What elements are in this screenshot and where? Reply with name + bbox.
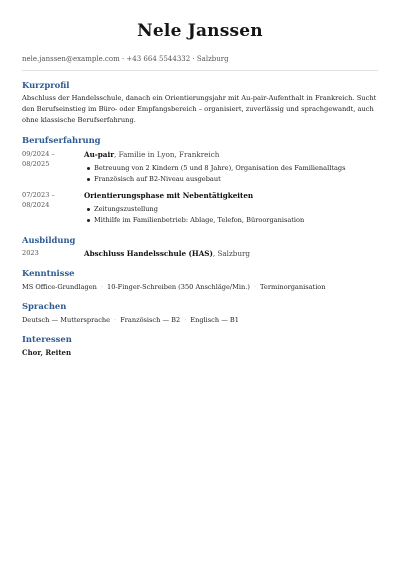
skills-list — [22, 282, 378, 292]
languages-list — [22, 315, 378, 325]
contact-city: Salzburg — [196, 55, 229, 63]
experience-content — [84, 191, 378, 226]
list-separator: · — [114, 316, 117, 324]
skill-item: MS Office-Grundlagen — [22, 283, 97, 291]
skill-item: 10-Finger-Schreiben (350 Anschläge/Min.) — [107, 283, 250, 291]
contact-separator: · — [192, 55, 195, 63]
education-place: , Salzburg — [212, 249, 251, 258]
experience-bullets — [84, 204, 378, 226]
bullet-item: Betreuung von 2 Kindern (5 und 8 Jahre), Organisation des Familienalltags — [94, 163, 378, 174]
contact-line — [22, 55, 378, 64]
bullet-item: Mithilfe im Familienbetrieb: Ablage, Telefon, Büroorganisation — [94, 215, 378, 226]
header-divider — [22, 70, 378, 71]
interests-section — [22, 334, 378, 358]
language-item: Deutsch — Muttersprache — [22, 316, 111, 324]
experience-org: , Familie in Lyon, Frankreich — [114, 150, 220, 159]
experience-title — [84, 150, 378, 160]
section-title-skills: Kenntnisse — [22, 268, 75, 278]
experience-title — [84, 191, 378, 201]
languages-section — [22, 301, 378, 325]
section-title-languages: Sprachen — [22, 301, 67, 311]
experience-bullets — [84, 163, 378, 185]
contact-separator: · — [121, 55, 125, 63]
date-start: 07/2023 – — [22, 191, 55, 199]
date-end: 08/2025 — [22, 159, 50, 168]
date-start: 09/2024 – — [22, 150, 55, 158]
list-separator: · — [100, 283, 104, 291]
contact-email: nele.janssen@example.com — [22, 55, 120, 63]
interests-text: Chor, Reiten — [22, 348, 72, 357]
profile-section — [22, 80, 378, 126]
date-end: 08/2024 — [22, 200, 50, 209]
profile-text: Abschluss der Handelsschule, danach ein Orientierungsjahr mit Au-pair-Aufenthalt in Frankreich. Sucht den Berufseinstieg im Büro- oder Empfangsbereich – organisiert, zuverlässig und sprachgewandt, auch ohne klassische Berufserfahrung. — [22, 94, 377, 124]
experience-content — [84, 150, 378, 185]
experience-date — [22, 150, 84, 185]
education-degree: Abschluss Handelsschule (HAS) — [84, 249, 213, 258]
section-title-education: Ausbildung — [22, 235, 76, 245]
section-title-profile: Kurzprofil — [22, 80, 70, 90]
experience-role: Orientierungsphase mit Nebentätigkeiten — [84, 191, 254, 200]
experience-entry — [22, 150, 378, 185]
section-title-interests: Interessen — [22, 334, 72, 344]
contact-phone: +43 664 5544332 — [126, 55, 191, 63]
language-item: Englisch — B1 — [190, 316, 239, 324]
experience-entry — [22, 191, 378, 226]
skill-item: Terminorganisation — [260, 283, 326, 291]
list-separator: · — [253, 283, 257, 291]
section-title-experience: Berufserfahrung — [22, 135, 101, 145]
bullet-item: Zeitungszustellung — [94, 204, 378, 215]
bullet-item: Französisch auf B2-Niveau ausgebaut — [94, 174, 378, 185]
education-content — [84, 249, 378, 259]
experience-role: Au-pair — [84, 150, 114, 159]
education-title — [84, 249, 378, 259]
language-item: Französisch — B2 — [120, 316, 181, 324]
education-section — [22, 235, 378, 259]
experience-date — [22, 191, 84, 226]
candidate-name: Nele Janssen — [137, 21, 263, 41]
experience-section — [22, 135, 378, 226]
skills-section — [22, 268, 378, 292]
education-date: 2023 — [22, 249, 39, 257]
education-entry — [22, 249, 378, 259]
list-separator: · — [184, 316, 187, 324]
